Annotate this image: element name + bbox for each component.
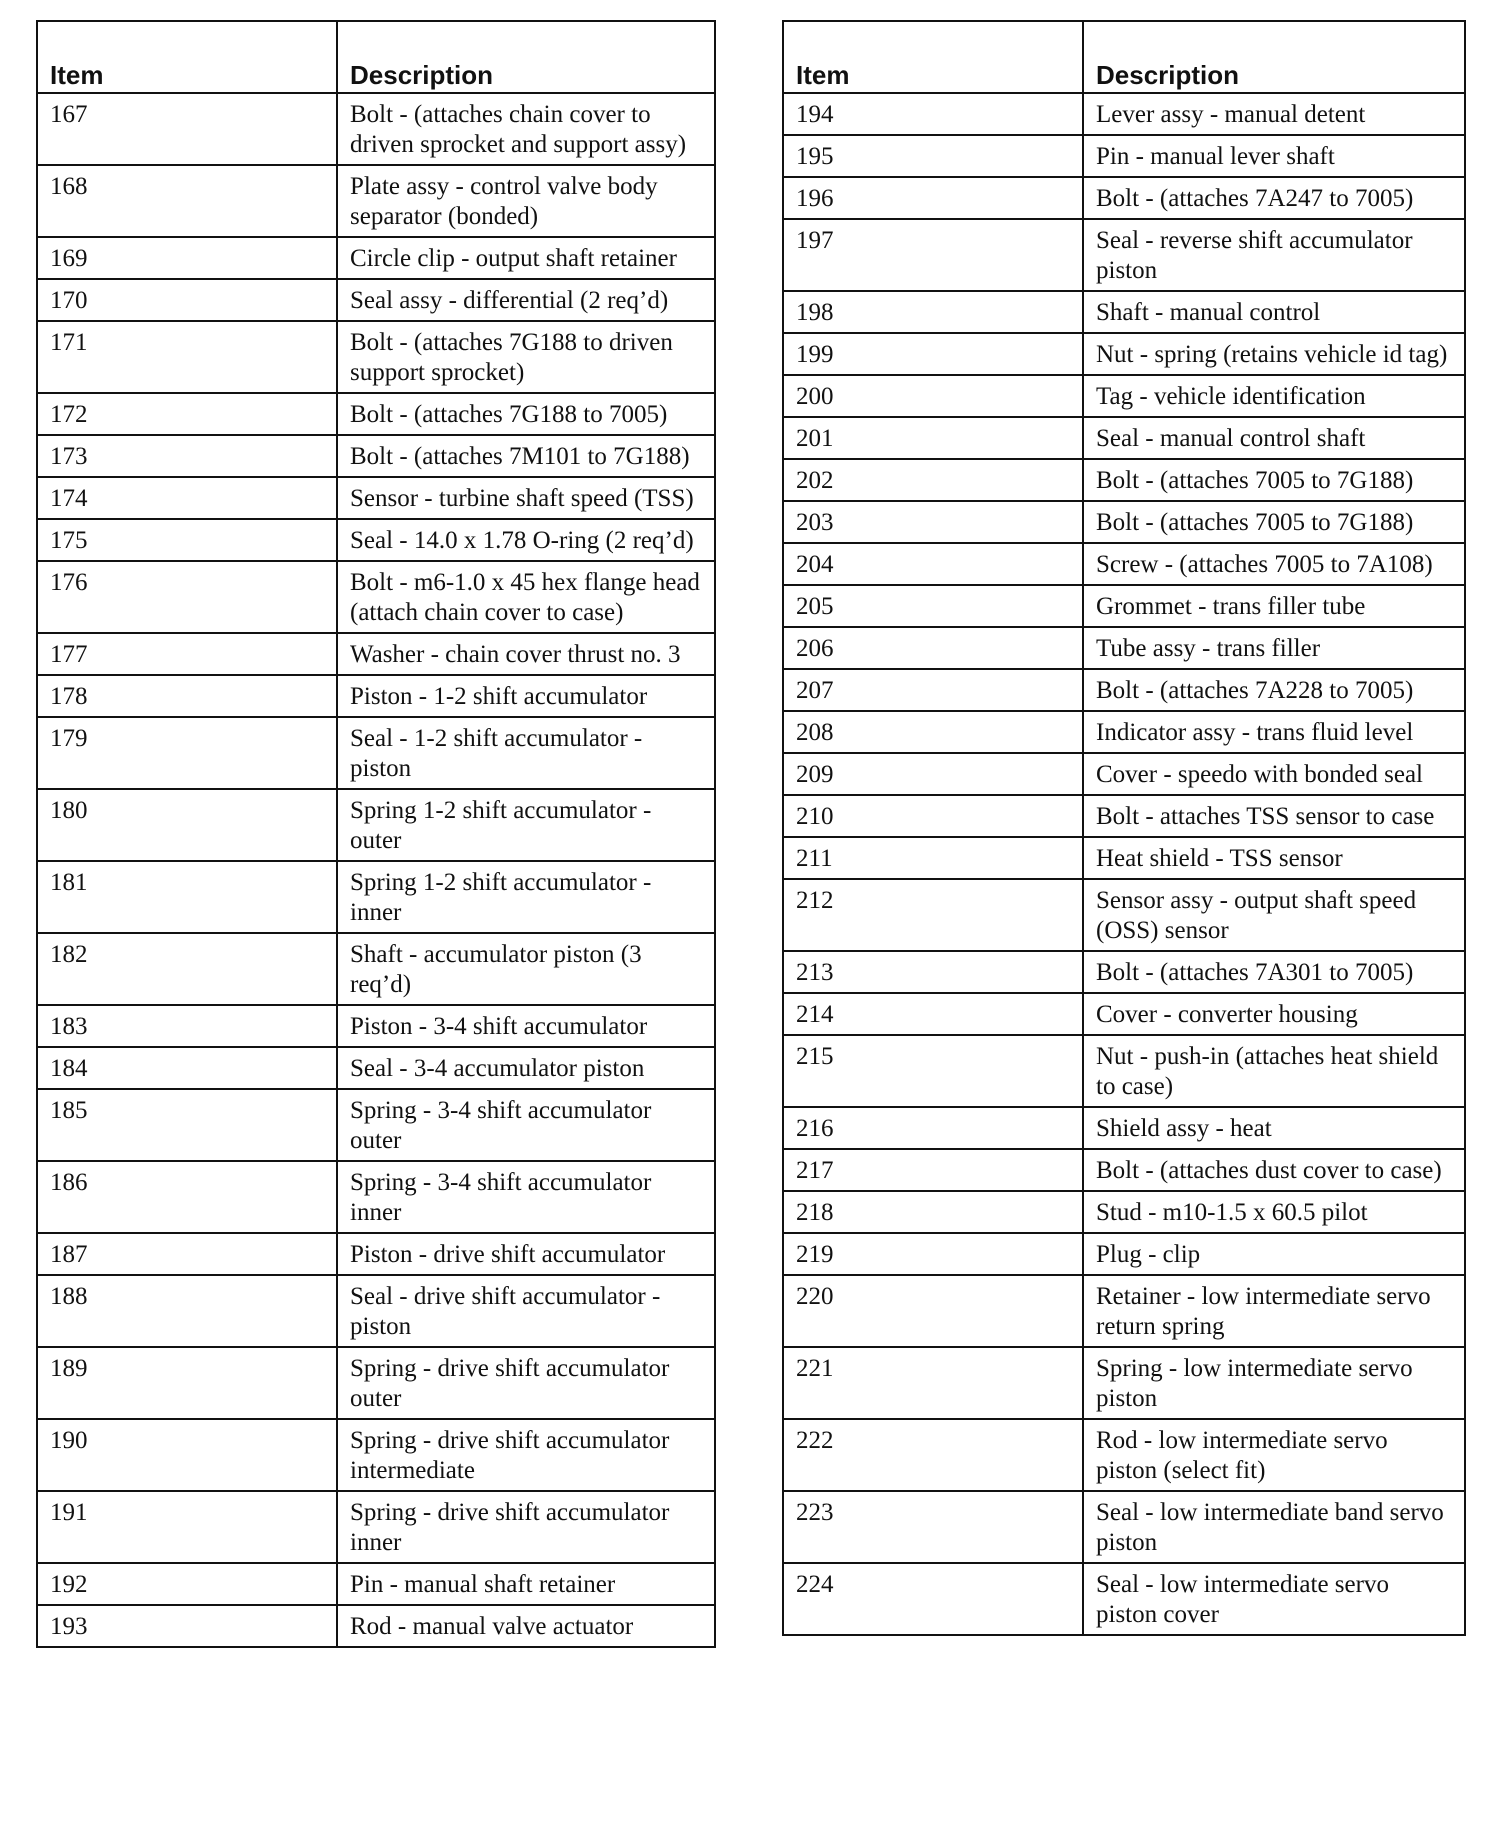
description-cell: Seal - low intermediate servo piston cover (1083, 1563, 1465, 1635)
table-row (783, 93, 1465, 135)
table-header-row (37, 21, 715, 93)
table-row (37, 519, 715, 561)
item-number-cell: 184 (37, 1047, 337, 1089)
item-number-cell: 172 (37, 393, 337, 435)
item-number-cell: 193 (37, 1605, 337, 1647)
description-cell: Piston - 1-2 shift accumulator (337, 675, 715, 717)
description-cell: Seal - reverse shift accumulator piston (1083, 219, 1465, 291)
item-number-cell: 201 (783, 417, 1083, 459)
table-row (783, 669, 1465, 711)
item-number-cell: 207 (783, 669, 1083, 711)
item-number-cell: 180 (37, 789, 337, 861)
column-header-description: Description (1083, 21, 1465, 93)
table-row (783, 501, 1465, 543)
item-number-cell: 212 (783, 879, 1083, 951)
description-cell: Stud - m10-1.5 x 60.5 pilot (1083, 1191, 1465, 1233)
item-number-cell: 214 (783, 993, 1083, 1035)
item-number-cell: 181 (37, 861, 337, 933)
table-row (783, 951, 1465, 993)
item-number-cell: 176 (37, 561, 337, 633)
table-row (783, 585, 1465, 627)
item-number-cell: 208 (783, 711, 1083, 753)
table-row (37, 633, 715, 675)
item-number-cell: 186 (37, 1161, 337, 1233)
table-row (783, 627, 1465, 669)
description-cell: Seal - manual control shaft (1083, 417, 1465, 459)
description-cell: Spring - drive shift accumulator inner (337, 1491, 715, 1563)
description-cell: Seal - 3-4 accumulator piston (337, 1047, 715, 1089)
parts-table-left (36, 20, 716, 1648)
table-row (37, 1161, 715, 1233)
description-cell: Sensor assy - output shaft speed (OSS) sensor (1083, 879, 1465, 951)
table-row (37, 393, 715, 435)
item-number-cell: 196 (783, 177, 1083, 219)
description-cell: Shaft - accumulator piston (3 req’d) (337, 933, 715, 1005)
item-number-cell: 224 (783, 1563, 1083, 1635)
table-row (783, 177, 1465, 219)
description-cell: Bolt - (attaches 7A301 to 7005) (1083, 951, 1465, 993)
parts-table-right (782, 20, 1466, 1636)
description-cell: Bolt - (attaches 7A247 to 7005) (1083, 177, 1465, 219)
column-header-description: Description (337, 21, 715, 93)
description-cell: Plug - clip (1083, 1233, 1465, 1275)
description-cell: Circle clip - output shaft retainer (337, 237, 715, 279)
description-cell: Shaft - manual control (1083, 291, 1465, 333)
description-cell: Seal - 14.0 x 1.78 O-ring (2 req’d) (337, 519, 715, 561)
table-row (37, 1233, 715, 1275)
description-cell: Spring - drive shift accumulator outer (337, 1347, 715, 1419)
table-row (783, 1491, 1465, 1563)
description-cell: Washer - chain cover thrust no. 3 (337, 633, 715, 675)
item-number-cell: 221 (783, 1347, 1083, 1419)
item-number-cell: 187 (37, 1233, 337, 1275)
item-number-cell: 178 (37, 675, 337, 717)
table-row (37, 675, 715, 717)
description-cell: Seal - drive shift accumulator - piston (337, 1275, 715, 1347)
description-cell: Bolt - (attaches chain cover to driven sprocket and support assy) (337, 93, 715, 165)
description-cell: Tube assy - trans filler (1083, 627, 1465, 669)
description-cell: Bolt - m6-1.0 x 45 hex flange head (attach chain cover to case) (337, 561, 715, 633)
description-cell: Piston - drive shift accumulator (337, 1233, 715, 1275)
item-number-cell: 211 (783, 837, 1083, 879)
item-number-cell: 213 (783, 951, 1083, 993)
column-header-item: Item (783, 21, 1083, 93)
table-row (783, 135, 1465, 177)
item-number-cell: 222 (783, 1419, 1083, 1491)
description-cell: Spring 1-2 shift accumulator - outer (337, 789, 715, 861)
item-number-cell: 170 (37, 279, 337, 321)
table-row (37, 477, 715, 519)
description-cell: Seal assy - differential (2 req’d) (337, 279, 715, 321)
table-row (37, 435, 715, 477)
table-row (37, 1419, 715, 1491)
description-cell: Grommet - trans filler tube (1083, 585, 1465, 627)
table-row (783, 1347, 1465, 1419)
table-row (37, 321, 715, 393)
table-row (783, 1191, 1465, 1233)
table-row (783, 1149, 1465, 1191)
item-number-cell: 169 (37, 237, 337, 279)
table-row (37, 561, 715, 633)
item-number-cell: 171 (37, 321, 337, 393)
description-cell: Sensor - turbine shaft speed (TSS) (337, 477, 715, 519)
item-number-cell: 220 (783, 1275, 1083, 1347)
description-cell: Spring - 3-4 shift accumulator outer (337, 1089, 715, 1161)
table-row (37, 1047, 715, 1089)
table-row (37, 1347, 715, 1419)
description-cell: Bolt - (attaches 7G188 to driven support sprocket) (337, 321, 715, 393)
item-number-cell: 200 (783, 375, 1083, 417)
item-number-cell: 215 (783, 1035, 1083, 1107)
item-number-cell: 177 (37, 633, 337, 675)
description-cell: Bolt - attaches TSS sensor to case (1083, 795, 1465, 837)
item-number-cell: 188 (37, 1275, 337, 1347)
description-cell: Nut - spring (retains vehicle id tag) (1083, 333, 1465, 375)
description-cell: Plate assy - control valve body separator (bonded) (337, 165, 715, 237)
table-row (37, 165, 715, 237)
table-header-row (783, 21, 1465, 93)
description-cell: Lever assy - manual detent (1083, 93, 1465, 135)
item-number-cell: 183 (37, 1005, 337, 1047)
description-cell: Bolt - (attaches 7G188 to 7005) (337, 393, 715, 435)
table-row (37, 933, 715, 1005)
item-number-cell: 209 (783, 753, 1083, 795)
description-cell: Indicator assy - trans fluid level (1083, 711, 1465, 753)
item-number-cell: 185 (37, 1089, 337, 1161)
description-cell: Bolt - (attaches 7005 to 7G188) (1083, 501, 1465, 543)
description-cell: Screw - (attaches 7005 to 7A108) (1083, 543, 1465, 585)
table-row (783, 1107, 1465, 1149)
item-number-cell: 191 (37, 1491, 337, 1563)
item-number-cell: 223 (783, 1491, 1083, 1563)
description-cell: Spring - drive shift accumulator intermediate (337, 1419, 715, 1491)
table-row (37, 1491, 715, 1563)
description-cell: Heat shield - TSS sensor (1083, 837, 1465, 879)
table-row (783, 879, 1465, 951)
table-row (37, 1089, 715, 1161)
table-row (37, 1563, 715, 1605)
item-number-cell: 194 (783, 93, 1083, 135)
item-number-cell: 210 (783, 795, 1083, 837)
description-cell: Nut - push-in (attaches heat shield to case) (1083, 1035, 1465, 1107)
item-number-cell: 195 (783, 135, 1083, 177)
table-row (783, 459, 1465, 501)
item-number-cell: 204 (783, 543, 1083, 585)
table-row (37, 789, 715, 861)
table-row (783, 1035, 1465, 1107)
table-row (37, 93, 715, 165)
table-row (37, 1005, 715, 1047)
table-row (783, 837, 1465, 879)
description-cell: Piston - 3-4 shift accumulator (337, 1005, 715, 1047)
table-row (783, 993, 1465, 1035)
description-cell: Cover - speedo with bonded seal (1083, 753, 1465, 795)
table-row (37, 1275, 715, 1347)
table-row (37, 861, 715, 933)
item-number-cell: 173 (37, 435, 337, 477)
item-number-cell: 179 (37, 717, 337, 789)
table-row (37, 237, 715, 279)
item-number-cell: 174 (37, 477, 337, 519)
table-row (783, 711, 1465, 753)
item-number-cell: 217 (783, 1149, 1083, 1191)
table-row (37, 1605, 715, 1647)
table-row (783, 753, 1465, 795)
description-cell: Seal - 1-2 shift accumulator - piston (337, 717, 715, 789)
description-cell: Rod - manual valve actuator (337, 1605, 715, 1647)
item-number-cell: 198 (783, 291, 1083, 333)
description-cell: Retainer - low intermediate servo return spring (1083, 1275, 1465, 1347)
item-number-cell: 199 (783, 333, 1083, 375)
table-row (783, 1275, 1465, 1347)
item-number-cell: 205 (783, 585, 1083, 627)
table-row (37, 279, 715, 321)
description-cell: Bolt - (attaches 7M101 to 7G188) (337, 435, 715, 477)
item-number-cell: 182 (37, 933, 337, 1005)
description-cell: Seal - low intermediate band servo piston (1083, 1491, 1465, 1563)
description-cell: Spring - low intermediate servo piston (1083, 1347, 1465, 1419)
item-number-cell: 218 (783, 1191, 1083, 1233)
item-number-cell: 203 (783, 501, 1083, 543)
table-row (783, 291, 1465, 333)
column-header-item: Item (37, 21, 337, 93)
item-number-cell: 192 (37, 1563, 337, 1605)
item-number-cell: 175 (37, 519, 337, 561)
item-number-cell: 219 (783, 1233, 1083, 1275)
description-cell: Spring 1-2 shift accumulator - inner (337, 861, 715, 933)
description-cell: Bolt - (attaches 7A228 to 7005) (1083, 669, 1465, 711)
description-cell: Rod - low intermediate servo piston (select fit) (1083, 1419, 1465, 1491)
table-row (783, 219, 1465, 291)
item-number-cell: 206 (783, 627, 1083, 669)
table-row (37, 717, 715, 789)
table-row (783, 1563, 1465, 1635)
description-cell: Pin - manual shaft retainer (337, 1563, 715, 1605)
item-number-cell: 167 (37, 93, 337, 165)
item-number-cell: 216 (783, 1107, 1083, 1149)
table-row (783, 543, 1465, 585)
item-number-cell: 168 (37, 165, 337, 237)
table-row (783, 375, 1465, 417)
description-cell: Cover - converter housing (1083, 993, 1465, 1035)
table-row (783, 417, 1465, 459)
table-row (783, 1233, 1465, 1275)
description-cell: Pin - manual lever shaft (1083, 135, 1465, 177)
table-row (783, 795, 1465, 837)
table-row (783, 333, 1465, 375)
description-cell: Tag - vehicle identification (1083, 375, 1465, 417)
description-cell: Shield assy - heat (1083, 1107, 1465, 1149)
description-cell: Bolt - (attaches dust cover to case) (1083, 1149, 1465, 1191)
item-number-cell: 202 (783, 459, 1083, 501)
item-number-cell: 190 (37, 1419, 337, 1491)
description-cell: Bolt - (attaches 7005 to 7G188) (1083, 459, 1465, 501)
table-row (783, 1419, 1465, 1491)
item-number-cell: 197 (783, 219, 1083, 291)
description-cell: Spring - 3-4 shift accumulator inner (337, 1161, 715, 1233)
item-number-cell: 189 (37, 1347, 337, 1419)
